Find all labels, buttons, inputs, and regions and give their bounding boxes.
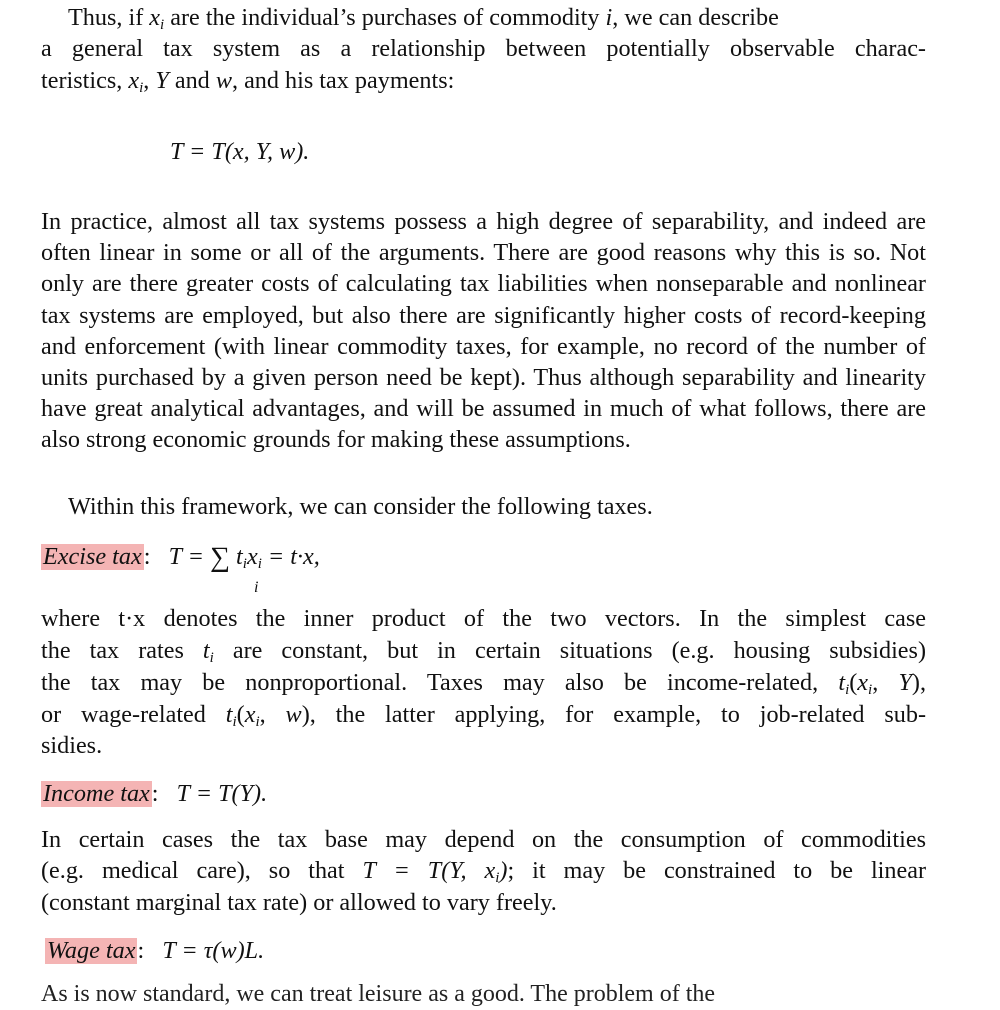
- equation-general-tax: T = T(x, Y, w).: [170, 138, 310, 165]
- excise-tax-definition: Excise tax: T = ∑ $t_ix_i = t\cdot x$,: [43, 542, 320, 573]
- paragraph-separability: In practice, almost all tax systems possess a high degree of separability, and indeed are often linear in some or all of the arguments. There are good reasons why this is so. Not only are there greater costs of calculating tax liabilities when nonseparable and nonlinear tax systems are employed, but also there are significantly higher costs of record-keeping and enforcement (with linear commodity taxes, for example, no record of the number of units purchased by a given person need be kept). Thus although separability and linearity have great analytical advantages, and will be assumed in much of what follows, there are also strong economic grounds for making these assumptions.: [41, 208, 926, 454]
- wage-tax-label: Wage tax: [47, 937, 136, 964]
- income-tax-definition: Income tax: T = T(Y).: [43, 780, 268, 807]
- para4-line2: the tax rates $t_i$ are constant, but in certain situations (e.g. housing subsidies): [41, 637, 926, 666]
- para4-line1: where t·x denotes the inner product of the two vectors. In the simplest case: [41, 605, 926, 632]
- para1-line3: teristics, $x_i$, Y and w, and his tax payments:: [41, 67, 455, 96]
- para4-line3: the tax may be nonproportional. Taxes may also be income-related, $t_i(x_i$, Y),: [41, 669, 926, 698]
- para1-line1: Thus, if $x_i$ are the individual’s purchases of commodity i, we can describe: [68, 4, 779, 33]
- paragraph-framework: Within this framework, we can consider the following taxes.: [68, 493, 653, 520]
- para5-line1: In certain cases the tax base may depend on the consumption of commodities: [41, 826, 926, 853]
- para5-line3: (constant marginal tax rate) or allowed to vary freely.: [41, 889, 557, 916]
- summation-symbol: ∑: [210, 542, 230, 573]
- cutoff-text-line: As is now standard, we can treat leisure as a good. The problem of the: [41, 981, 716, 1007]
- excise-tax-label: Excise tax: [43, 543, 142, 570]
- income-tax-label: Income tax: [43, 780, 150, 807]
- summation-index: i: [254, 579, 259, 596]
- para5-line2: (e.g. medical care), so that T = T(Y, $x_i$); it may be constrained to be linear: [41, 857, 927, 886]
- para4-line5: sidies.: [41, 732, 103, 759]
- para4-line4: or wage-related $t_i(x_i$, w), the latter applying, for example, to job-related sub-: [41, 701, 926, 730]
- wage-tax-definition: Wage tax: T = τ(w)L.: [47, 937, 265, 964]
- para1-line2: a general tax system as a relationship between potentially observable charac-: [41, 35, 926, 62]
